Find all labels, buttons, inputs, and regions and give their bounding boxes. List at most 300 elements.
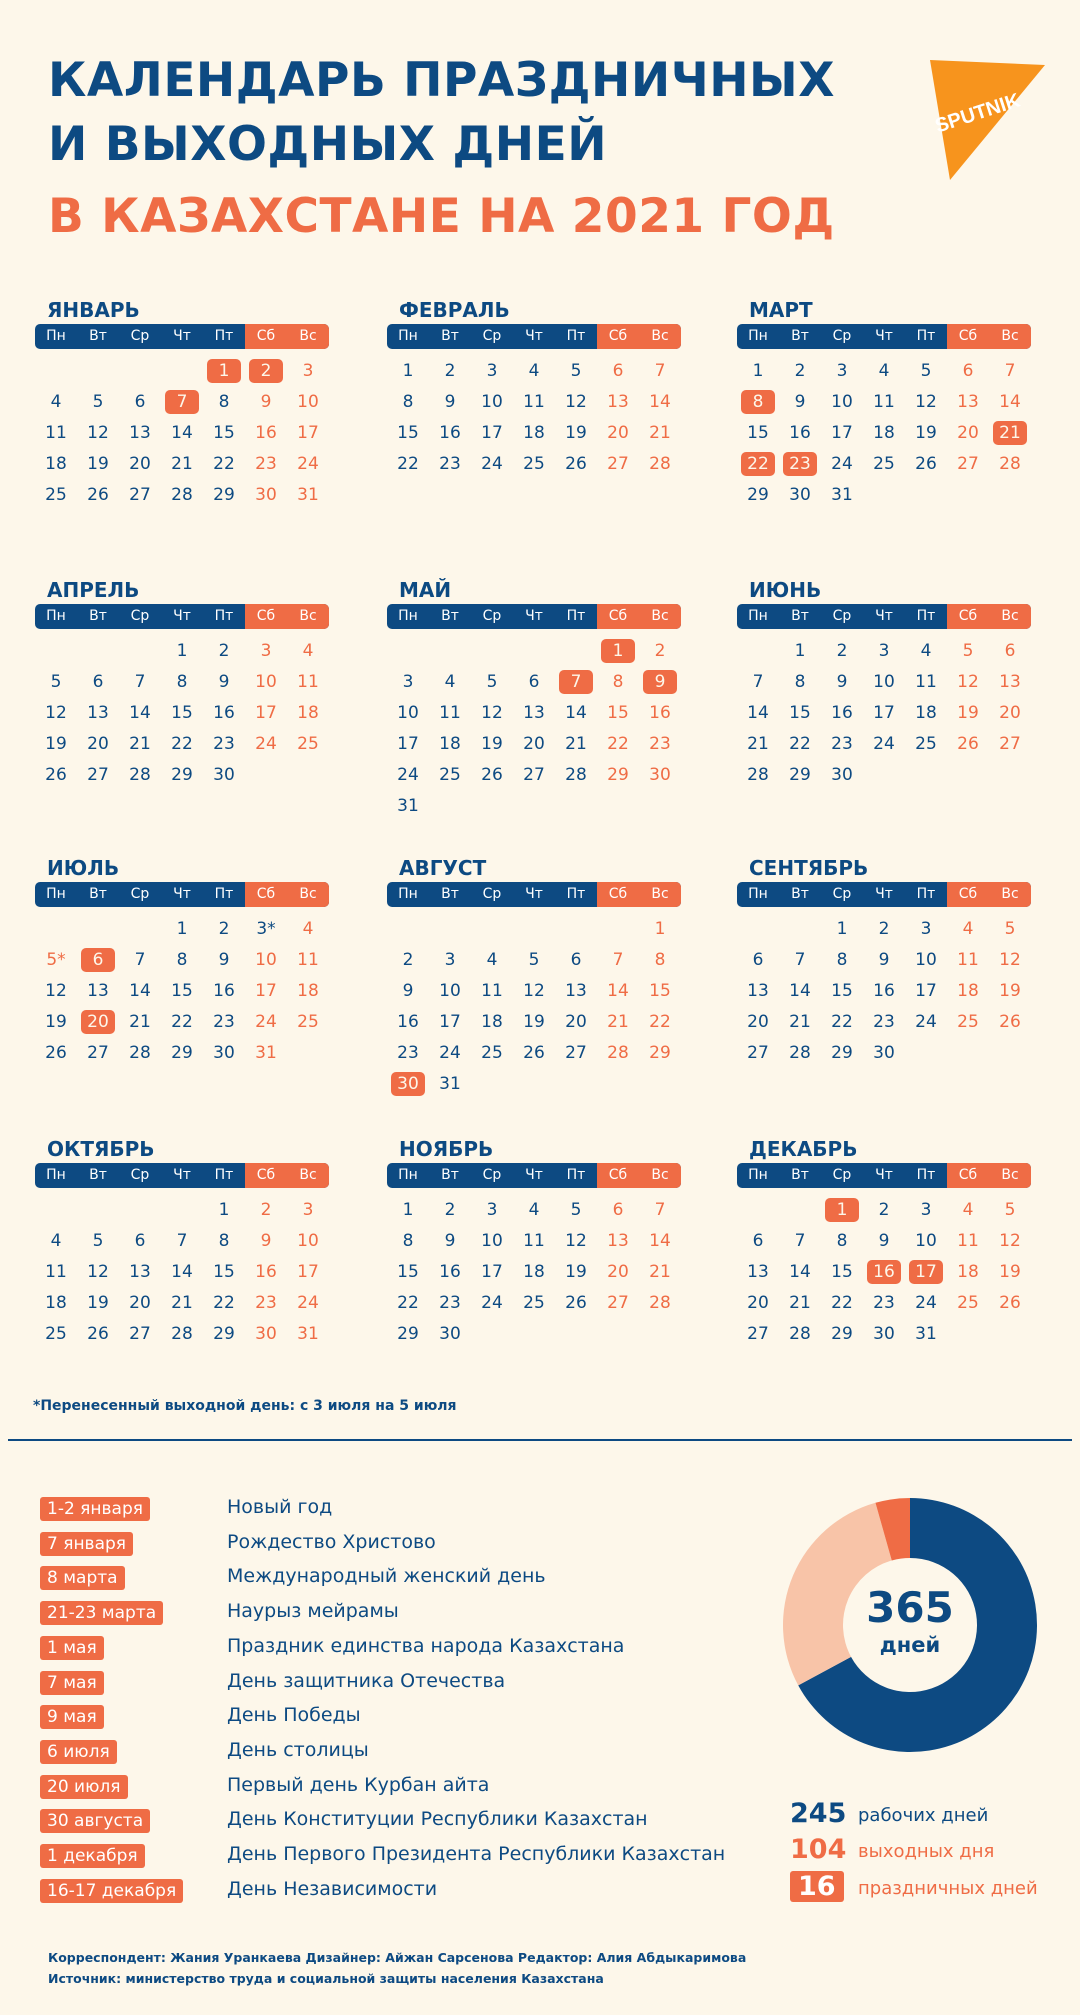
holiday-row: [40, 1737, 760, 1767]
weekday-label: Пн: [748, 886, 768, 902]
weekday-label: Ср: [832, 886, 852, 902]
holiday-day: 1: [203, 356, 245, 386]
holiday-name: День Конституции Республики Казахстан: [227, 1808, 648, 1831]
calendar-day: 23: [649, 734, 671, 754]
calendar-day: 26: [45, 1043, 67, 1063]
calendar-day: 15: [171, 703, 193, 723]
weekday-label: Чт: [525, 1167, 543, 1183]
month-name: ИЮНЬ: [749, 578, 822, 602]
calendar-day: 13: [87, 703, 109, 723]
calendar-day: 15: [397, 1262, 419, 1282]
month-6: [737, 578, 1037, 785]
calendar-day: 24: [439, 1043, 461, 1063]
calendar-day: 27: [129, 1324, 151, 1344]
weekday-label: Сб: [958, 328, 978, 344]
weekday-label: Пт: [214, 1167, 234, 1183]
holiday-row: [40, 1702, 760, 1732]
calendar-day: 12: [915, 392, 937, 412]
weekday-label: Вс: [651, 1167, 669, 1183]
calendar-day: 30: [873, 1043, 895, 1063]
calendar-day: 22: [397, 454, 419, 474]
calendar-day: 28: [999, 454, 1021, 474]
calendar-day: 23: [873, 1012, 895, 1032]
calendar-day: 17: [915, 981, 937, 1001]
calendar-day: 23: [213, 1012, 235, 1032]
calendar-day: 8: [836, 1231, 848, 1251]
holiday-date: 1 декабря: [40, 1844, 145, 1868]
calendar-day: 21: [789, 1293, 811, 1313]
calendar-day: 3: [486, 361, 498, 381]
calendar-day: 13: [129, 1262, 151, 1282]
calendar-day: 30: [439, 1324, 461, 1344]
holiday-row: [40, 1806, 760, 1836]
weekday-header: [35, 1163, 329, 1188]
calendar-day: 5: [528, 950, 540, 970]
weekday-label: Пт: [566, 1167, 586, 1183]
calendar-day: 20: [747, 1293, 769, 1313]
month-12: [737, 1137, 1037, 1344]
calendar-day: 7: [654, 361, 666, 381]
weekday-label: Ср: [130, 608, 150, 624]
holiday-row: [40, 1633, 760, 1663]
calendar-day: 21: [129, 734, 151, 754]
calendar-day: 4: [962, 1200, 974, 1220]
stat-label: рабочих дней: [858, 1805, 989, 1826]
calendar-day: 22: [607, 734, 629, 754]
holiday-date: 20 июля: [40, 1775, 128, 1799]
calendar-day: 24: [481, 1293, 503, 1313]
calendar-day: 21: [171, 454, 193, 474]
calendar-day: 27: [999, 734, 1021, 754]
weekday-label: Чт: [875, 1167, 893, 1183]
weekday-label: Чт: [875, 886, 893, 902]
holiday-day: 6: [77, 945, 119, 975]
divider: [8, 1439, 1072, 1441]
calendar-day: 11: [45, 423, 67, 443]
calendar-day: 26: [481, 765, 503, 785]
weekday-label: Сб: [256, 608, 276, 624]
calendar-day: 25: [45, 485, 67, 505]
weekday-label: Ср: [130, 1167, 150, 1183]
holiday-date: 21-23 марта: [40, 1601, 163, 1625]
month-11: [387, 1137, 687, 1344]
month-name: МАРТ: [749, 298, 813, 322]
calendar-day: 15: [213, 423, 235, 443]
weekday-label: Пт: [566, 608, 586, 624]
calendar-day: 27: [129, 485, 151, 505]
calendar-day: 28: [789, 1324, 811, 1344]
calendar-day: 27: [747, 1043, 769, 1063]
weekday-label: Чт: [173, 1167, 191, 1183]
weekday-label: Пн: [46, 886, 66, 902]
calendar-day: 23: [439, 1293, 461, 1313]
weekday-label: Пт: [566, 328, 586, 344]
stat-value: 104: [790, 1834, 847, 1865]
weekday-label: Ср: [482, 608, 502, 624]
calendar-day: 24: [481, 454, 503, 474]
calendar-day: 10: [831, 392, 853, 412]
weekday-label: Вт: [89, 608, 107, 624]
calendar-day: 8: [402, 1231, 414, 1251]
calendar-day: 5: [920, 361, 932, 381]
calendar-day: 19: [87, 454, 109, 474]
weekday-label: Сб: [958, 1167, 978, 1183]
calendar-day: 25: [523, 1293, 545, 1313]
calendar-day: 4: [920, 641, 932, 661]
holiday-name: Наурыз мейрамы: [227, 1600, 399, 1623]
weekday-label: Пт: [916, 886, 936, 902]
weekday-label: Вт: [791, 328, 809, 344]
calendar-day: 16: [213, 981, 235, 1001]
weekday-label: Сб: [958, 608, 978, 624]
holiday-date: 6 июля: [40, 1740, 117, 1764]
calendar-day: 14: [789, 981, 811, 1001]
month-4: [35, 578, 335, 785]
month-8: [387, 856, 687, 1094]
month-3: [737, 298, 1037, 505]
holiday-name: День столицы: [227, 1738, 369, 1761]
holiday-name: День Первого Президента Республики Казахстан: [227, 1843, 726, 1865]
holiday-name: День Независимости: [227, 1877, 438, 1900]
calendar-day: 2: [218, 919, 230, 939]
weekday-label: Пн: [398, 608, 418, 624]
weekday-label: Чт: [173, 886, 191, 902]
calendar-day: 15: [831, 981, 853, 1001]
holiday-date: 1 мая: [40, 1636, 104, 1660]
weekday-label: Ср: [832, 328, 852, 344]
calendar-day: 20: [87, 734, 109, 754]
calendar-day: 7: [134, 672, 146, 692]
holiday-day: 1: [821, 1195, 863, 1225]
calendar-day: 24: [831, 454, 853, 474]
calendar-day: 9: [260, 392, 272, 412]
total-days-label: дней: [879, 1633, 941, 1657]
weekday-label: Пт: [916, 1167, 936, 1183]
calendar-day: 18: [957, 1262, 979, 1282]
calendar-day: 19: [565, 1262, 587, 1282]
calendar-day: 6: [570, 950, 582, 970]
holiday-day: 9: [639, 667, 681, 697]
calendar-day: 4: [878, 361, 890, 381]
month-name: НОЯБРЬ: [399, 1137, 494, 1161]
month-9: [737, 856, 1037, 1063]
calendar-day: 26: [565, 454, 587, 474]
holiday-day: 21: [989, 418, 1031, 448]
holiday-date: 7 января: [40, 1532, 133, 1556]
calendar-day: 29: [649, 1043, 671, 1063]
calendar-day: 10: [255, 672, 277, 692]
calendar-day: 6: [134, 392, 146, 412]
calendar-day: 26: [565, 1293, 587, 1313]
month-2: [387, 298, 687, 474]
weekday-label: Чт: [173, 608, 191, 624]
calendar-day: 16: [439, 423, 461, 443]
svg-text:SPUTNIK: SPUTNIK: [932, 89, 1023, 138]
calendar-day: 3: [260, 641, 272, 661]
calendar-day: 20: [607, 423, 629, 443]
month-5: [387, 578, 687, 816]
calendar-day: 3: [486, 1200, 498, 1220]
calendar-day: 1: [794, 641, 806, 661]
weekday-label: Ср: [482, 328, 502, 344]
calendar-day: 19: [481, 734, 503, 754]
calendar-day: 16: [649, 703, 671, 723]
calendar-day: 17: [873, 703, 895, 723]
calendar-day: 3: [920, 919, 932, 939]
month-name: СЕНТЯБРЬ: [749, 856, 869, 880]
calendar-day: 12: [87, 1262, 109, 1282]
calendar-day: 26: [87, 485, 109, 505]
weekday-header: [737, 604, 1031, 629]
calendar-day: 21: [649, 423, 671, 443]
calendar-day: 18: [957, 981, 979, 1001]
calendar-day: 19: [45, 1012, 67, 1032]
calendar-day: 11: [873, 392, 895, 412]
calendar-day: 13: [565, 981, 587, 1001]
calendar-day: 17: [255, 703, 277, 723]
calendar-day: 23: [873, 1293, 895, 1313]
calendar-day: 17: [481, 423, 503, 443]
calendar-day: 9: [260, 1231, 272, 1251]
calendar-day: 5: [92, 392, 104, 412]
calendar-day: 20: [957, 423, 979, 443]
calendar-day: 14: [171, 423, 193, 443]
calendar-day: 3*: [256, 919, 276, 939]
calendar-day: 22: [213, 1293, 235, 1313]
month-10: [35, 1137, 335, 1344]
calendar-day: 17: [481, 1262, 503, 1282]
calendar-day: 25: [297, 1012, 319, 1032]
calendar-day: 2: [444, 361, 456, 381]
calendar-day: 24: [915, 1293, 937, 1313]
calendar-day: 13: [129, 423, 151, 443]
calendar-day: 27: [747, 1324, 769, 1344]
calendar-day: 19: [999, 981, 1021, 1001]
calendar-day: 25: [45, 1324, 67, 1344]
calendar-day: 7: [176, 1231, 188, 1251]
calendar-day: 24: [255, 1012, 277, 1032]
holiday-row: [40, 1598, 760, 1628]
calendar-day: 31: [915, 1324, 937, 1344]
calendar-day: 17: [255, 981, 277, 1001]
calendar-day: 10: [915, 1231, 937, 1251]
weekday-label: Вт: [89, 886, 107, 902]
calendar-day: 22: [171, 734, 193, 754]
calendar-day: 19: [999, 1262, 1021, 1282]
weekday-label: Вс: [299, 1167, 317, 1183]
calendar-day: 28: [649, 454, 671, 474]
weekday-label: Пн: [398, 328, 418, 344]
calendar-day: 12: [565, 1231, 587, 1251]
calendar-day: 6: [612, 361, 624, 381]
calendar-day: 25: [523, 454, 545, 474]
calendar-day: 10: [297, 1231, 319, 1251]
calendar-day: 3: [402, 672, 414, 692]
calendar-day: 9: [878, 1231, 890, 1251]
calendar-day: 9: [402, 981, 414, 1001]
calendar-day: 14: [789, 1262, 811, 1282]
calendar-day: 5: [1004, 919, 1016, 939]
calendar-day: 12: [565, 392, 587, 412]
holiday-name: Праздник единства народа Казахстана: [227, 1634, 625, 1657]
month-1: [35, 298, 335, 505]
calendar-day: 6: [752, 950, 764, 970]
calendar-day: 27: [87, 1043, 109, 1063]
calendar-day: 16: [873, 981, 895, 1001]
calendar-day: 4: [528, 1200, 540, 1220]
weekday-label: Пн: [398, 886, 418, 902]
calendar-day: 20: [523, 734, 545, 754]
calendar-day: 10: [915, 950, 937, 970]
calendar-day: 14: [747, 703, 769, 723]
calendar-day: 17: [831, 423, 853, 443]
calendar-day: 18: [873, 423, 895, 443]
calendar-day: 14: [129, 981, 151, 1001]
holiday-row: [40, 1876, 760, 1906]
calendar-day: 6: [752, 1231, 764, 1251]
calendar-day: 20: [129, 1293, 151, 1313]
holiday-row: [40, 1668, 760, 1698]
calendar-day: 18: [297, 703, 319, 723]
weekday-label: Пн: [46, 328, 66, 344]
calendar-day: 20: [747, 1012, 769, 1032]
calendar-day: 13: [999, 672, 1021, 692]
weekday-label: Сб: [608, 1167, 628, 1183]
calendar-day: 21: [789, 1012, 811, 1032]
calendar-day: 10: [255, 950, 277, 970]
calendar-day: 21: [649, 1262, 671, 1282]
calendar-day: 5: [92, 1231, 104, 1251]
calendar-day: 31: [439, 1074, 461, 1094]
weekday-label: Вс: [1001, 886, 1019, 902]
calendar-day: 15: [213, 1262, 235, 1282]
calendar-day: 1: [836, 919, 848, 939]
holiday-date: 1-2 января: [40, 1497, 150, 1521]
calendar-day: 6: [1004, 641, 1016, 661]
holiday-day: 16: [863, 1257, 905, 1287]
calendar-day: 30: [255, 1324, 277, 1344]
weekday-label: Ср: [482, 886, 502, 902]
holiday-name: Первый день Курбан айта: [227, 1773, 490, 1796]
calendar-day: 14: [999, 392, 1021, 412]
holiday-day: 17: [905, 1257, 947, 1287]
weekday-label: Вт: [441, 1167, 459, 1183]
calendar-day: 11: [45, 1262, 67, 1282]
stat-label: праздничных дней: [858, 1878, 1038, 1899]
weekday-label: Вт: [441, 328, 459, 344]
weekday-label: Вс: [299, 328, 317, 344]
calendar-day: 23: [255, 454, 277, 474]
weekday-label: Чт: [525, 328, 543, 344]
calendar-day: 12: [45, 981, 67, 1001]
calendar-day: 25: [481, 1043, 503, 1063]
calendar-day: 8: [176, 672, 188, 692]
calendar-day: 31: [831, 485, 853, 505]
calendar-day: 11: [523, 1231, 545, 1251]
calendar-day: 9: [218, 672, 230, 692]
calendar-day: 13: [523, 703, 545, 723]
weekday-label: Сб: [608, 608, 628, 624]
weekday-label: Сб: [608, 886, 628, 902]
calendar-day: 29: [831, 1324, 853, 1344]
calendar-day: 13: [607, 392, 629, 412]
weekday-label: Чт: [173, 328, 191, 344]
weekday-header: [737, 882, 1031, 907]
holiday-date: 30 августа: [40, 1809, 150, 1833]
holiday-day: 20: [77, 1007, 119, 1037]
calendar-day: 13: [87, 981, 109, 1001]
calendar-day: 5*: [46, 950, 66, 970]
calendar-day: 27: [957, 454, 979, 474]
calendar-day: 8: [218, 1231, 230, 1251]
weekday-label: Пн: [748, 1167, 768, 1183]
weekday-label: Вс: [1001, 1167, 1019, 1183]
calendar-day: 27: [523, 765, 545, 785]
calendar-day: 17: [439, 1012, 461, 1032]
weekday-label: Вт: [89, 1167, 107, 1183]
calendar-day: 11: [439, 703, 461, 723]
weekday-label: Сб: [256, 1167, 276, 1183]
calendar-day: 4: [302, 641, 314, 661]
calendar-day: 12: [87, 423, 109, 443]
weekday-label: Сб: [256, 886, 276, 902]
calendar-day: 3: [444, 950, 456, 970]
calendar-day: 15: [789, 703, 811, 723]
calendar-day: 12: [999, 1231, 1021, 1251]
weekday-label: Чт: [875, 608, 893, 624]
weekday-label: Пн: [398, 1167, 418, 1183]
weekday-header: [35, 882, 329, 907]
calendar-day: 2: [794, 361, 806, 381]
weekday-label: Вс: [299, 608, 317, 624]
calendar-day: 7: [752, 672, 764, 692]
holiday-date: 7 мая: [40, 1671, 104, 1695]
calendar-day: 24: [915, 1012, 937, 1032]
calendar-day: 16: [789, 423, 811, 443]
calendar-day: 14: [649, 1231, 671, 1251]
calendar-day: 28: [129, 765, 151, 785]
calendar-day: 2: [836, 641, 848, 661]
stat-value: 245: [790, 1798, 847, 1829]
month-name: ФЕВРАЛЬ: [399, 298, 510, 322]
transfer-note: *Перенесенный выходной день: с 3 июля на 5 июля: [33, 1398, 457, 1414]
calendar-day: 11: [523, 392, 545, 412]
weekday-label: Пн: [46, 608, 66, 624]
calendar-day: 18: [439, 734, 461, 754]
month-7: [35, 856, 335, 1063]
calendar-day: 5: [486, 672, 498, 692]
calendar-day: 7: [794, 1231, 806, 1251]
weekday-label: Вс: [651, 886, 669, 902]
calendar-day: 15: [831, 1262, 853, 1282]
month-name: ОКТЯБРЬ: [47, 1137, 155, 1161]
calendar-day: 17: [397, 734, 419, 754]
weekday-label: Сб: [958, 886, 978, 902]
weekday-label: Чт: [525, 608, 543, 624]
calendar-day: 21: [747, 734, 769, 754]
calendar-day: 28: [129, 1043, 151, 1063]
holiday-row: [40, 1841, 760, 1871]
weekday-label: Вт: [791, 886, 809, 902]
calendar-day: 30: [213, 765, 235, 785]
calendar-day: 15: [747, 423, 769, 443]
calendar-day: 19: [957, 703, 979, 723]
calendar-day: 2: [654, 641, 666, 661]
calendar-day: 16: [439, 1262, 461, 1282]
calendar-day: 24: [297, 454, 319, 474]
credits-line-2: Источник: министерство труда и социальной защиты населения Казахстана: [48, 1971, 604, 1986]
holiday-day: 23: [779, 449, 821, 479]
